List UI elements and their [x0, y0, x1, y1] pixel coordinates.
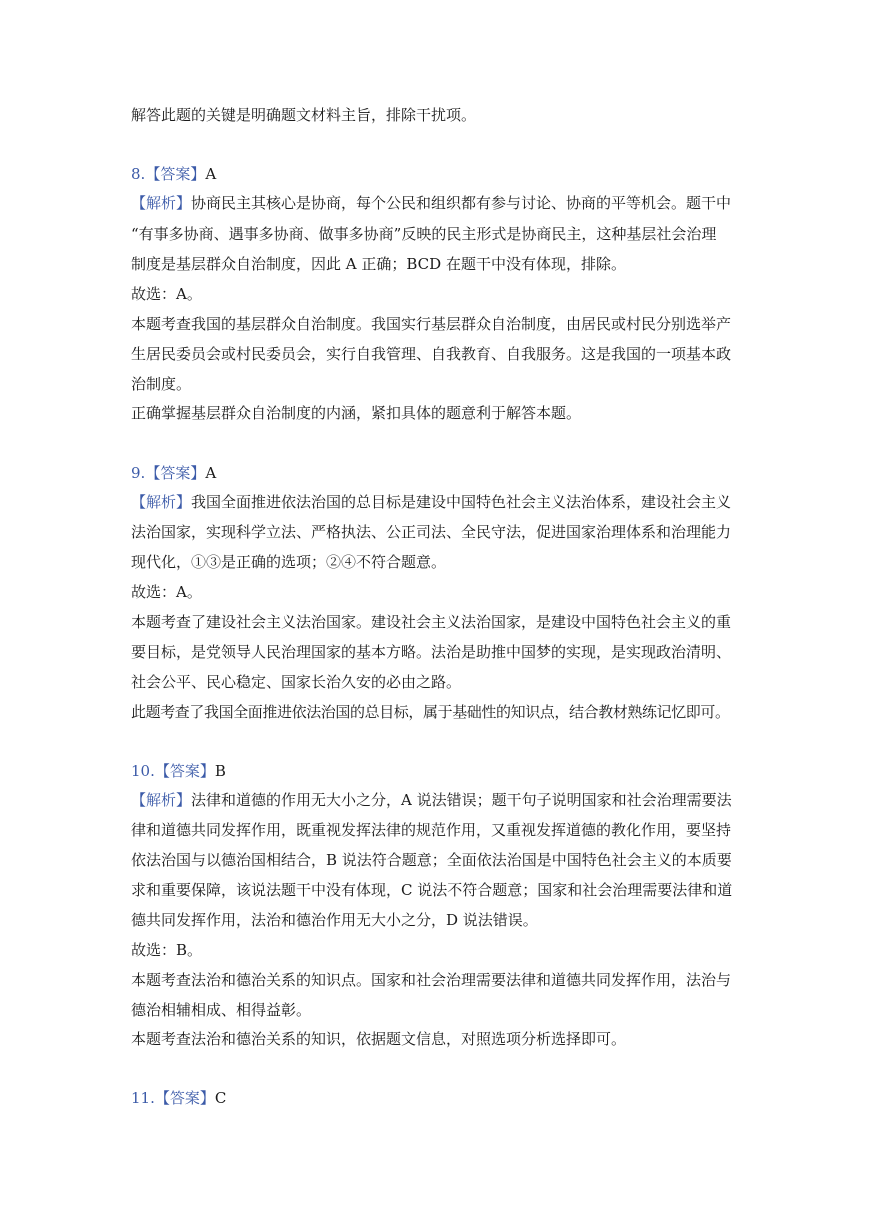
q8-analysis-line-2: “有事多协商、遇事多协商、做事多协商”反映的民主形式是协商民主，这种基层社会治理	[131, 225, 717, 243]
q10-answer-value: B	[214, 762, 226, 780]
q8-analysis-line-1	[131, 193, 741, 213]
q8-review-line-3: 治制度。	[131, 375, 192, 393]
q10-analysis-line-4: 求和重要保障，该说法题干中没有体现，C 说法不符合题意；国家和社会治理需要法律和道	[131, 881, 733, 899]
q9-review-line-2: 要目标，是党领导人民治理国家的基本方略。法治是助推中国梦的实现，是实现政治清明、	[131, 643, 732, 661]
q10-analysis-line-2: 律和道德共同发挥作用，既重视发挥法律的规范作用，又重视发挥道德的教化作用，要坚持	[131, 821, 732, 839]
q8-answer-line	[131, 164, 741, 184]
q10-analysis-line-1	[131, 790, 741, 810]
q9-tip: 此题考查了我国全面推进依法治国的总目标，属于基础性的知识点，结合教材熟练记忆即可。	[131, 703, 730, 721]
q11-answer-label: 【答案】	[154, 1089, 215, 1107]
q9-analysis-line-1	[131, 492, 741, 512]
q8-analysis-text-1: 协商民主其核心是协商，每个公民和组织都有参与讨论、协商的平等机会。题干中	[191, 194, 732, 212]
q9-analysis-label: 【解析】	[131, 493, 192, 511]
q10-analysis-line-5: 德共同发挥作用，法治和德治作用无大小之分，D 说法错误。	[131, 911, 538, 929]
q10-analysis-label: 【解析】	[131, 791, 192, 809]
q8-analysis-line-3: 制度是基层群众自治制度，因此 A 正确；BCD 在题干中没有体现，排除。	[131, 255, 626, 273]
q11-answer-line	[131, 1088, 741, 1108]
q9-analysis-text-1: 我国全面推进依法治国的总目标是建设中国特色社会主义法治体系，建设社会主义	[191, 493, 732, 511]
q10-answer-line	[131, 761, 741, 781]
q9-answer-line	[131, 463, 741, 483]
q9-answer-value: A	[205, 464, 217, 482]
q10-analysis-line-3: 依法治国与以德治国相结合，B 说法符合题意；全面依法治国是中国特色社会主义的本质要	[131, 851, 732, 869]
q10-review-line-2: 德治相辅相成、相得益彰。	[131, 1001, 312, 1019]
q9-analysis-line-3: 现代化，①③是正确的选项；②④不符合题意。	[131, 553, 447, 571]
q8-tip: 正确掌握基层群众自治制度的内涵，紧扣具体的题意利于解答本题。	[131, 404, 582, 422]
q9-conclusion: 故选：A。	[131, 583, 202, 601]
q10-answer-label: 【答案】	[154, 762, 215, 780]
q11-answer-value: C	[214, 1089, 227, 1107]
q8-number: 8.	[131, 165, 146, 183]
q10-tip: 本题考查法治和德治关系的知识，依据题文信息，对照选项分析选择即可。	[131, 1030, 627, 1048]
q10-analysis-text-1: 法律和道德的作用无大小之分，A 说法错误；题干句子说明国家和社会治理需要法	[191, 791, 732, 809]
q10-conclusion: 故选：B。	[131, 941, 203, 959]
q9-number: 9.	[131, 464, 146, 482]
q8-answer-value: A	[205, 165, 217, 183]
q8-conclusion: 故选：A。	[131, 285, 202, 303]
q8-analysis-label: 【解析】	[131, 194, 192, 212]
q8-review-line-1: 本题考查我国的基层群众自治制度。我国实行基层群众自治制度，由居民或村民分别选举产	[131, 315, 732, 333]
q9-answer-label: 【答案】	[145, 464, 206, 482]
q9-review-line-1: 本题考查了建设社会主义法治国家。建设社会主义法治国家，是建设中国特色社会主义的重	[131, 613, 732, 631]
q9-analysis-line-2: 法治国家，实现科学立法、严格执法、公正司法、全民守法，促进国家治理体系和治理能力	[131, 523, 732, 541]
q11-number: 11.	[131, 1089, 155, 1107]
q10-review-line-1: 本题考查法治和德治关系的知识点。国家和社会治理需要法律和道德共同发挥作用，法治与	[131, 971, 732, 989]
q10-number: 10.	[131, 762, 155, 780]
q8-review-line-2: 生居民委员会或村民委员会，实行自我管理、自我教育、自我服务。这是我国的一项基本政	[131, 345, 732, 363]
intro-text: 解答此题的关键是明确题文材料主旨，排除干扰项。	[131, 106, 477, 124]
q8-answer-label: 【答案】	[145, 165, 206, 183]
q9-review-line-3: 社会公平、民心稳定、国家长治久安的必由之路。	[131, 673, 462, 691]
